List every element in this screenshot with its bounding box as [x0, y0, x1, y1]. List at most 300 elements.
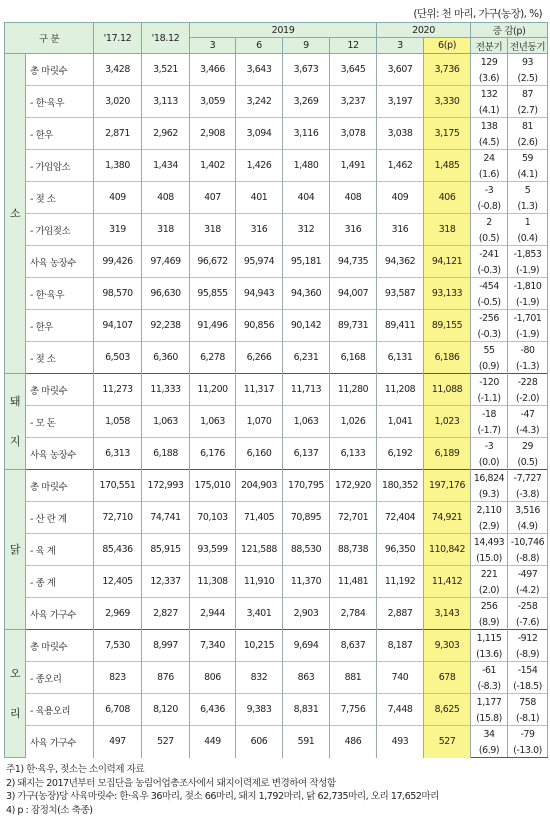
value-cell: 8,831	[283, 694, 330, 726]
group-label	[5, 470, 26, 630]
value-cell: 91,496	[190, 310, 236, 342]
value-cell: 74,921	[424, 502, 471, 534]
change-cell: 87	[508, 86, 548, 104]
value-cell: 94,362	[377, 246, 424, 278]
value-cell: 93,587	[377, 278, 424, 310]
value-cell: 8,120	[142, 694, 190, 726]
value-cell: 71,405	[236, 502, 283, 534]
change-pct-cell: (-4.3)	[508, 423, 548, 438]
value-cell: 2,962	[142, 118, 190, 150]
table-row	[5, 694, 548, 712]
row-label: - 젖 소	[26, 182, 94, 214]
value-cell: 85,915	[142, 534, 190, 566]
change-pct-cell: (8.9)	[471, 615, 508, 630]
value-cell: 94,107	[94, 310, 142, 342]
row-label: 사육 가구수	[26, 726, 94, 758]
value-cell: 2,784	[330, 598, 377, 630]
value-cell: 1,063	[283, 406, 330, 438]
value-cell: 316	[377, 214, 424, 246]
change-pct-cell: (-8.1)	[508, 711, 548, 726]
value-cell: 92,238	[142, 310, 190, 342]
change-cell: -228	[508, 374, 548, 392]
change-cell: 1	[508, 214, 548, 232]
change-cell: 132	[471, 86, 508, 104]
value-cell: 527	[142, 726, 190, 758]
value-cell: 1,480	[283, 150, 330, 182]
value-cell: 1,426	[236, 150, 283, 182]
value-cell: 172,993	[142, 470, 190, 502]
header-gubun: 구 분	[5, 23, 94, 54]
value-cell: 2,827	[142, 598, 190, 630]
change-pct-cell: (-3.8)	[508, 487, 548, 502]
value-cell: 1,026	[330, 406, 377, 438]
header-2019-9: 9	[283, 38, 330, 54]
value-cell: 449	[190, 726, 236, 758]
value-cell: 409	[377, 182, 424, 214]
header-2019-12: 12	[330, 38, 377, 54]
change-cell: 59	[508, 150, 548, 168]
value-cell: 11,088	[424, 374, 471, 406]
value-cell: 8,997	[142, 630, 190, 662]
value-cell: 3,269	[283, 86, 330, 118]
value-cell: 2,871	[94, 118, 142, 150]
value-cell: 11,308	[190, 566, 236, 598]
change-pct-cell: (1.3)	[508, 199, 548, 214]
table-row	[5, 278, 548, 296]
value-cell: 72,710	[94, 502, 142, 534]
change-cell: -3	[471, 182, 508, 200]
change-pct-cell: (9.3)	[471, 487, 508, 502]
value-cell: 11,333	[142, 374, 190, 406]
value-cell: 881	[330, 662, 377, 694]
change-pct-cell: (-13.0)	[508, 743, 548, 758]
row-label: 총 마릿수	[26, 54, 94, 86]
value-cell: 1,063	[190, 406, 236, 438]
value-cell: 1,058	[94, 406, 142, 438]
table-body	[5, 54, 548, 758]
value-cell: 6,192	[377, 438, 424, 470]
table-row	[5, 182, 548, 200]
change-pct-cell: (6.9)	[471, 743, 508, 758]
value-cell: 8,637	[330, 630, 377, 662]
header-2019: 2019	[190, 23, 377, 38]
value-cell: 2,887	[377, 598, 424, 630]
value-cell: 318	[424, 214, 471, 246]
value-cell: 11,200	[190, 374, 236, 406]
value-cell: 407	[190, 182, 236, 214]
value-cell: 6,186	[424, 342, 471, 374]
value-cell: 170,551	[94, 470, 142, 502]
change-pct-cell: (15.8)	[471, 711, 508, 726]
table-row	[5, 566, 548, 584]
value-cell: 3,736	[424, 54, 471, 86]
value-cell: 6,231	[283, 342, 330, 374]
change-cell: -3	[471, 438, 508, 456]
value-cell: 172,920	[330, 470, 377, 502]
change-pct-cell: (0.5)	[508, 455, 548, 470]
footnote-1: 주1) 한·육우, 젖소는 소이력제 자료	[6, 764, 145, 775]
value-cell: 3,645	[330, 54, 377, 86]
value-cell: 1,070	[236, 406, 283, 438]
header-2020-3: 3	[377, 38, 424, 54]
value-cell: 3,237	[330, 86, 377, 118]
value-cell: 404	[283, 182, 330, 214]
row-label: - 가임젖소	[26, 214, 94, 246]
change-pct-cell: (0.9)	[471, 359, 508, 374]
value-cell: 1,041	[377, 406, 424, 438]
value-cell: 94,943	[236, 278, 283, 310]
value-cell: 2,944	[190, 598, 236, 630]
value-cell: 11,412	[424, 566, 471, 598]
table-row	[5, 374, 548, 392]
row-label: 총 마릿수	[26, 374, 94, 406]
change-pct-cell: (-1.3)	[508, 359, 548, 374]
change-pct-cell: (-0.8)	[471, 199, 508, 214]
value-cell: 409	[94, 182, 142, 214]
value-cell: 2,969	[94, 598, 142, 630]
value-cell: 6,189	[424, 438, 471, 470]
change-pct-cell: (-0.3)	[471, 327, 508, 342]
change-pct-cell: (0.4)	[508, 231, 548, 246]
row-label: - 육용오리	[26, 694, 94, 726]
value-cell: 88,738	[330, 534, 377, 566]
table-row	[5, 630, 548, 648]
change-cell: 5	[508, 182, 548, 200]
change-cell: -10,746	[508, 534, 548, 552]
change-pct-cell: (1.6)	[471, 167, 508, 182]
change-cell: 34	[471, 726, 508, 744]
value-cell: 316	[330, 214, 377, 246]
value-cell: 606	[236, 726, 283, 758]
table-row	[5, 86, 548, 104]
change-cell: -47	[508, 406, 548, 424]
footnotes	[6, 763, 439, 817]
value-cell: 3,330	[424, 86, 471, 118]
value-cell: 832	[236, 662, 283, 694]
table-row	[5, 534, 548, 552]
group-label-text: 소	[9, 206, 21, 220]
value-cell: 11,273	[94, 374, 142, 406]
value-cell: 3,143	[424, 598, 471, 630]
value-cell: 1,485	[424, 150, 471, 182]
value-cell: 9,694	[283, 630, 330, 662]
change-cell: -497	[508, 566, 548, 584]
change-cell: -7,727	[508, 470, 548, 488]
value-cell: 72,404	[377, 502, 424, 534]
header-2018-12: '18.12	[142, 23, 190, 54]
footnote-3: 3) 가구(농장)당 사육마릿수: 한·육우 36마리, 젖소 66마리, 돼지 1,792마리, 닭 62,735마리, 오리 17,652마리	[6, 791, 439, 803]
value-cell: 863	[283, 662, 330, 694]
value-cell: 6,176	[190, 438, 236, 470]
value-cell: 110,842	[424, 534, 471, 566]
value-cell: 7,756	[330, 694, 377, 726]
value-cell: 11,370	[283, 566, 330, 598]
change-pct-cell: (-8.9)	[508, 647, 548, 662]
value-cell: 89,731	[330, 310, 377, 342]
value-cell: 11,317	[236, 374, 283, 406]
change-cell: -1,853	[508, 246, 548, 264]
header-2017-12: '17.12	[94, 23, 142, 54]
value-cell: 493	[377, 726, 424, 758]
value-cell: 6,360	[142, 342, 190, 374]
table-row	[5, 726, 548, 744]
value-cell: 7,340	[190, 630, 236, 662]
value-cell: 9,383	[236, 694, 283, 726]
value-cell: 486	[330, 726, 377, 758]
value-cell: 3,116	[283, 118, 330, 150]
change-cell: -258	[508, 598, 548, 616]
change-cell: 14,493	[471, 534, 508, 552]
change-pct-cell: (2.9)	[471, 519, 508, 534]
value-cell: 6,436	[190, 694, 236, 726]
table-row	[5, 214, 548, 232]
change-cell: -454	[471, 278, 508, 296]
group-label	[5, 630, 26, 758]
change-cell: 16,824	[471, 470, 508, 488]
change-pct-cell: (15.0)	[471, 551, 508, 566]
change-cell: -61	[471, 662, 508, 680]
footnote-4: 4) p : 잠정치(소 축종)	[6, 804, 93, 816]
value-cell: 11,910	[236, 566, 283, 598]
value-cell: 497	[94, 726, 142, 758]
value-cell: 3,401	[236, 598, 283, 630]
value-cell: 70,103	[190, 502, 236, 534]
value-cell: 8,187	[377, 630, 424, 662]
value-cell: 806	[190, 662, 236, 694]
row-label: - 한우	[26, 118, 94, 150]
change-cell: 2,110	[471, 502, 508, 520]
value-cell: 312	[283, 214, 330, 246]
value-cell: 876	[142, 662, 190, 694]
value-cell: 11,713	[283, 374, 330, 406]
change-pct-cell: (4.1)	[471, 103, 508, 118]
group-label-text: 돼지	[9, 394, 21, 448]
value-cell: 98,570	[94, 278, 142, 310]
change-pct-cell: (3.6)	[471, 71, 508, 86]
header-change: 증 감(p)	[471, 23, 548, 38]
change-pct-cell: (-1.1)	[471, 391, 508, 406]
change-cell: -1,701	[508, 310, 548, 328]
value-cell: 3,020	[94, 86, 142, 118]
table-row	[5, 438, 548, 456]
value-cell: 11,208	[377, 374, 424, 406]
change-pct-cell: (-18.5)	[508, 679, 548, 694]
value-cell: 197,176	[424, 470, 471, 502]
value-cell: 319	[94, 214, 142, 246]
group-label	[5, 374, 26, 470]
value-cell: 3,078	[330, 118, 377, 150]
row-label: - 젖 소	[26, 342, 94, 374]
change-cell: 221	[471, 566, 508, 584]
row-label: 사육 농장수	[26, 438, 94, 470]
value-cell: 90,142	[283, 310, 330, 342]
footnote-2: 2) 돼지는 2017년부터 모집단을 농림어업총조사에서 돼지이력제로 변경하여 작성함	[6, 777, 336, 789]
value-cell: 406	[424, 182, 471, 214]
value-cell: 1,023	[424, 406, 471, 438]
row-label: - 종 계	[26, 566, 94, 598]
row-label: - 종오리	[26, 662, 94, 694]
value-cell: 121,588	[236, 534, 283, 566]
row-label: 사육 가구수	[26, 598, 94, 630]
table-header	[5, 23, 548, 54]
table-row	[5, 118, 548, 136]
value-cell: 10,215	[236, 630, 283, 662]
value-cell: 2,903	[283, 598, 330, 630]
value-cell: 316	[236, 214, 283, 246]
value-cell: 12,337	[142, 566, 190, 598]
change-cell: 29	[508, 438, 548, 456]
table-row	[5, 54, 548, 72]
value-cell: 6,168	[330, 342, 377, 374]
change-cell: -1,810	[508, 278, 548, 296]
value-cell: 740	[377, 662, 424, 694]
value-cell: 3,242	[236, 86, 283, 118]
value-cell: 3,673	[283, 54, 330, 86]
change-cell: -154	[508, 662, 548, 680]
value-cell: 3,175	[424, 118, 471, 150]
value-cell: 94,121	[424, 246, 471, 278]
value-cell: 6,131	[377, 342, 424, 374]
value-cell: 2,908	[190, 118, 236, 150]
value-cell: 89,411	[377, 310, 424, 342]
header-2019-3: 3	[190, 38, 236, 54]
change-pct-cell: (0.0)	[471, 455, 508, 470]
value-cell: 96,672	[190, 246, 236, 278]
change-cell: -18	[471, 406, 508, 424]
change-pct-cell: (-2.0)	[508, 391, 548, 406]
livestock-table	[4, 22, 548, 758]
change-pct-cell: (-4.2)	[508, 583, 548, 598]
value-cell: 3,607	[377, 54, 424, 86]
value-cell: 94,735	[330, 246, 377, 278]
table-row	[5, 406, 548, 424]
value-cell: 3,038	[377, 118, 424, 150]
change-pct-cell: (2.7)	[508, 103, 548, 118]
row-label: - 육 계	[26, 534, 94, 566]
value-cell: 8,625	[424, 694, 471, 726]
table-row	[5, 246, 548, 264]
value-cell: 11,280	[330, 374, 377, 406]
value-cell: 89,155	[424, 310, 471, 342]
value-cell: 11,192	[377, 566, 424, 598]
value-cell: 6,503	[94, 342, 142, 374]
value-cell: 12,405	[94, 566, 142, 598]
value-cell: 74,741	[142, 502, 190, 534]
change-cell: 758	[508, 694, 548, 712]
change-pct-cell: (4.9)	[508, 519, 548, 534]
change-pct-cell: (-0.3)	[471, 263, 508, 278]
value-cell: 318	[142, 214, 190, 246]
value-cell: 591	[283, 726, 330, 758]
header-prev-year: 전년동기	[508, 38, 548, 54]
value-cell: 11,481	[330, 566, 377, 598]
value-cell: 175,010	[190, 470, 236, 502]
value-cell: 99,426	[94, 246, 142, 278]
change-pct-cell: (-8.8)	[508, 551, 548, 566]
value-cell: 408	[330, 182, 377, 214]
row-label: - 가임암소	[26, 150, 94, 182]
value-cell: 3,094	[236, 118, 283, 150]
header-prev-quarter: 전분기	[471, 38, 508, 54]
row-label: 총 마릿수	[26, 470, 94, 502]
header-2020: 2020	[377, 23, 471, 38]
value-cell: 823	[94, 662, 142, 694]
change-cell: -912	[508, 630, 548, 648]
table-row	[5, 662, 548, 680]
value-cell: 96,630	[142, 278, 190, 310]
value-cell: 204,903	[236, 470, 283, 502]
change-pct-cell: (-7.6)	[508, 615, 548, 630]
change-cell: 81	[508, 118, 548, 136]
change-cell: 1,177	[471, 694, 508, 712]
header-2020-6p: 6(p)	[424, 38, 471, 54]
value-cell: 3,521	[142, 54, 190, 86]
value-cell: 3,059	[190, 86, 236, 118]
change-cell: -79	[508, 726, 548, 744]
value-cell: 7,530	[94, 630, 142, 662]
value-cell: 3,113	[142, 86, 190, 118]
value-cell: 6,266	[236, 342, 283, 374]
row-label: - 산 란 계	[26, 502, 94, 534]
unit-note: (단위: 천 마리, 가구(농장), %)	[413, 8, 542, 20]
value-cell: 1,380	[94, 150, 142, 182]
value-cell: 1,402	[190, 150, 236, 182]
change-cell: 3,516	[508, 502, 548, 520]
change-pct-cell: (-1.9)	[508, 263, 548, 278]
value-cell: 93,599	[190, 534, 236, 566]
change-cell: 256	[471, 598, 508, 616]
change-pct-cell: (4.5)	[471, 135, 508, 150]
change-cell: 55	[471, 342, 508, 360]
row-label: 사육 농장수	[26, 246, 94, 278]
value-cell: 3,643	[236, 54, 283, 86]
change-cell: 1,115	[471, 630, 508, 648]
table-row	[5, 470, 548, 488]
value-cell: 94,360	[283, 278, 330, 310]
value-cell: 6,133	[330, 438, 377, 470]
table-row	[5, 310, 548, 328]
change-cell: 24	[471, 150, 508, 168]
change-cell: 138	[471, 118, 508, 136]
value-cell: 1,063	[142, 406, 190, 438]
value-cell: 6,160	[236, 438, 283, 470]
row-label: - 모 돈	[26, 406, 94, 438]
change-cell: -241	[471, 246, 508, 264]
change-pct-cell: (-8.3)	[471, 679, 508, 694]
value-cell: 170,795	[283, 470, 330, 502]
value-cell: 95,855	[190, 278, 236, 310]
value-cell: 678	[424, 662, 471, 694]
change-cell: -256	[471, 310, 508, 328]
value-cell: 1,462	[377, 150, 424, 182]
change-pct-cell: (0.5)	[471, 231, 508, 246]
value-cell: 95,181	[283, 246, 330, 278]
change-cell: -80	[508, 342, 548, 360]
value-cell: 3,466	[190, 54, 236, 86]
value-cell: 90,856	[236, 310, 283, 342]
change-pct-cell: (2.0)	[471, 583, 508, 598]
value-cell: 401	[236, 182, 283, 214]
row-label: 총 마릿수	[26, 630, 94, 662]
change-pct-cell: (2.5)	[508, 71, 548, 86]
value-cell: 9,303	[424, 630, 471, 662]
change-pct-cell: (2.6)	[508, 135, 548, 150]
value-cell: 97,469	[142, 246, 190, 278]
change-pct-cell: (-1.9)	[508, 327, 548, 342]
value-cell: 72,701	[330, 502, 377, 534]
change-cell: 93	[508, 54, 548, 72]
value-cell: 95,974	[236, 246, 283, 278]
